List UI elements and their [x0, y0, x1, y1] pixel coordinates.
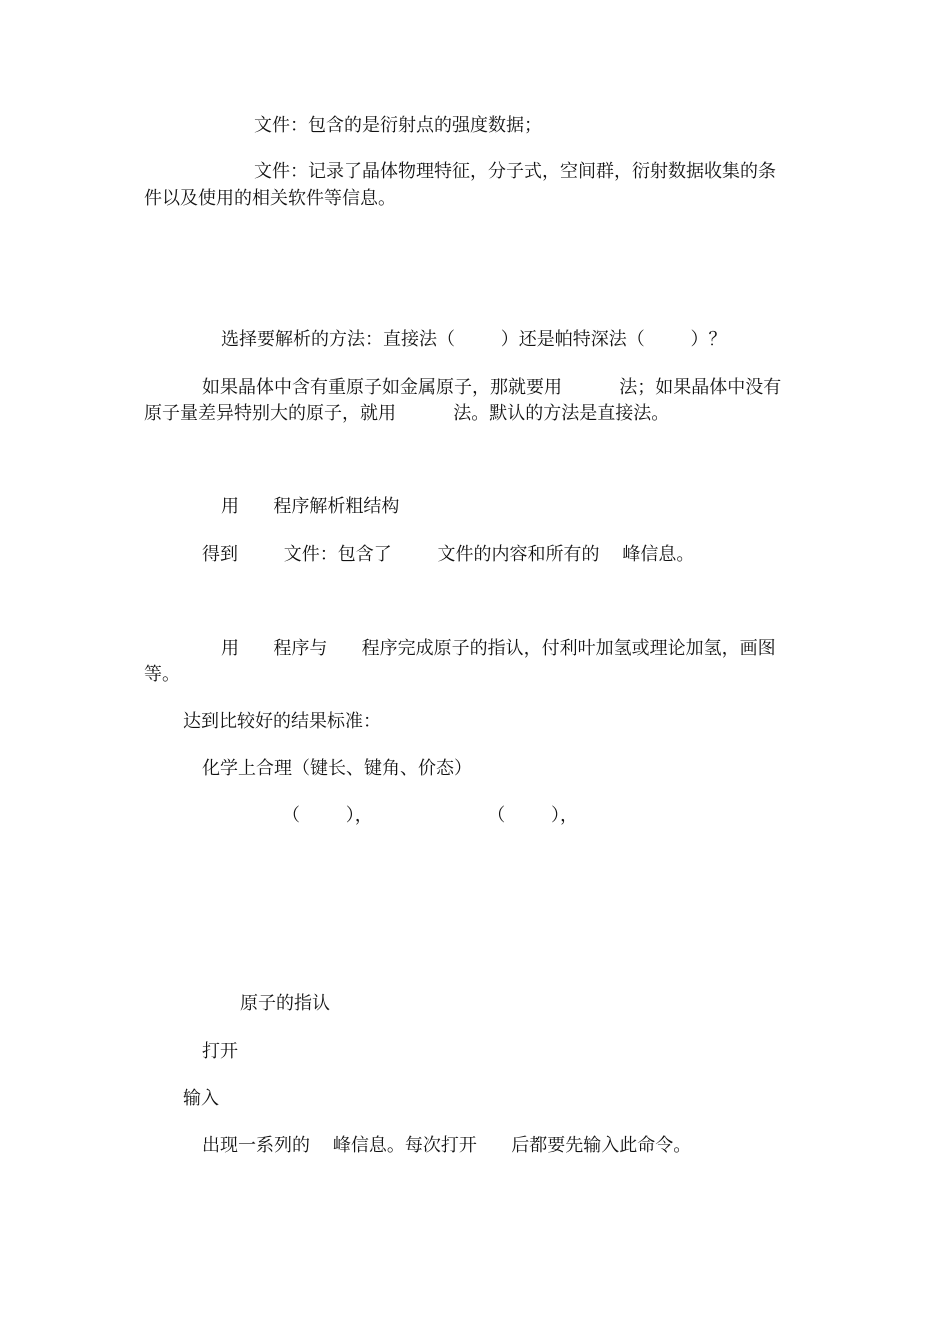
text-line-3: 件以及使用的相关软件等信息。: [144, 188, 396, 209]
text-line-5: 如果晶体中含有重原子如金属原子，那就要用 法；如果晶体中没有: [202, 377, 782, 398]
text-line-7: 用 程序解析粗结构: [221, 496, 400, 517]
text-line-16: 输入: [183, 1088, 219, 1109]
text-line-6: 原子量差异特别大的原子，就用 法。默认的方法是直接法。: [144, 403, 670, 424]
text-line-17: 出现一系列的 峰信息。每次打开 后都要先输入此命令。: [202, 1135, 692, 1156]
text-line-14: 原子的指认: [240, 993, 330, 1014]
text-line-11: 达到比较好的结果标准：: [183, 711, 381, 732]
text-line-12: 化学上合理（键长、键角、价态）: [202, 758, 472, 779]
text-line-15: 打开: [202, 1041, 238, 1062]
text-line-9: 用 程序与 程序完成原子的指认，付利叶加氢或理论加氢，画图: [221, 638, 776, 659]
text-line-10: 等。: [144, 664, 180, 685]
text-line-13: （ ）， （ ），: [282, 805, 578, 826]
text-line-2: 文件：记录了晶体物理特征，分子式，空间群，衍射数据收集的条: [254, 161, 776, 182]
text-line-1: 文件：包含的是衍射点的强度数据；: [254, 115, 542, 136]
text-line-8: 得到 文件：包含了 文件的内容和所有的 峰信息。: [202, 544, 695, 565]
text-line-4: 选择要解析的方法：直接法（ ）还是帕特深法（ ）？: [221, 329, 727, 350]
